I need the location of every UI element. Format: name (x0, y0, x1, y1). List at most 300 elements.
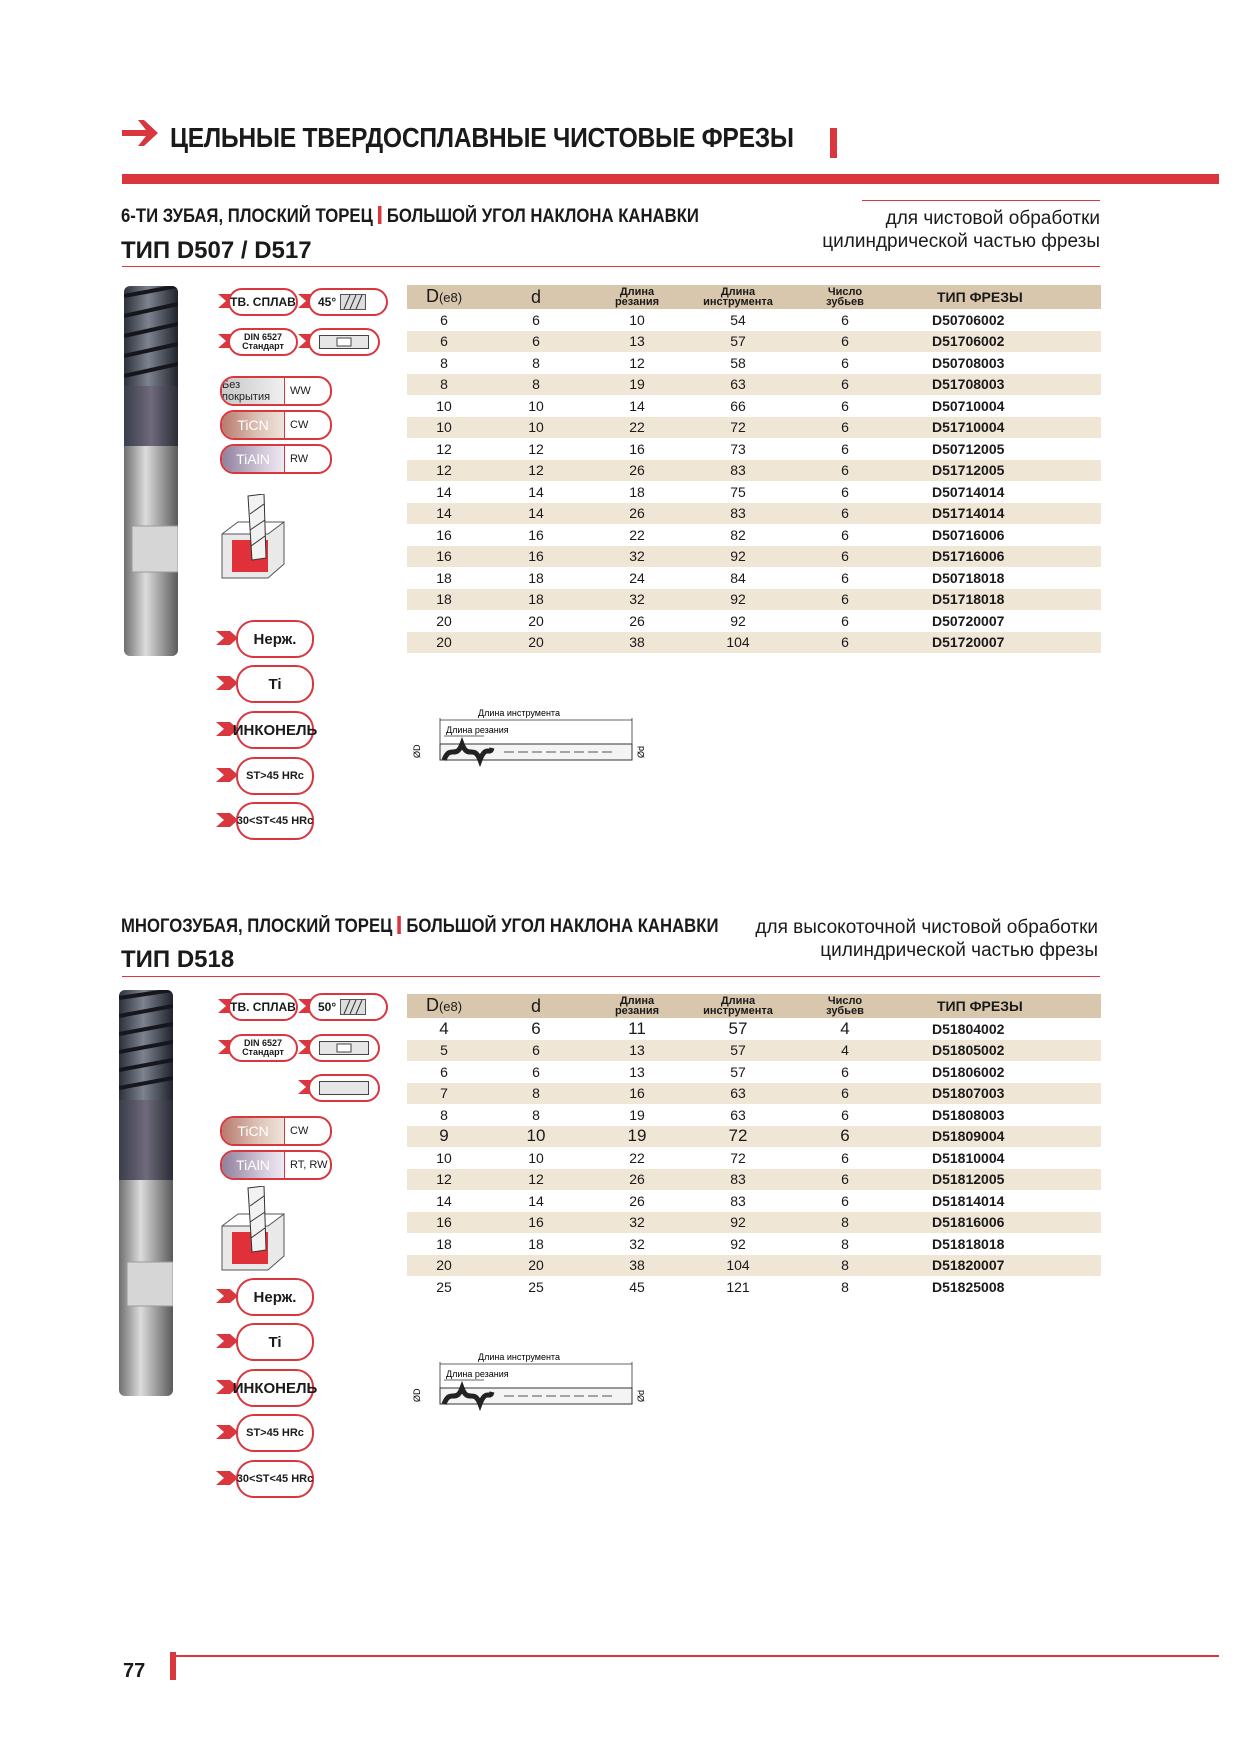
material-stainless: Нерж. (236, 1278, 314, 1316)
tool-code-cell: D51718018 (897, 589, 1101, 611)
table-cell: 8 (793, 1255, 897, 1277)
drawing-tool-length: Длина инструмента (478, 1352, 560, 1362)
page-title: ЦЕЛЬНЫЕ ТВЕРДОСПЛАВНЫЕ ЧИСТОВЫЕ ФРЕЗЫ (170, 122, 794, 153)
coating-code: CW (284, 1118, 330, 1144)
coating-tialn (220, 1150, 332, 1180)
table-cell: 73 (683, 438, 793, 460)
table-row (407, 481, 1101, 503)
table-cell: 16 (481, 524, 591, 546)
tool-code-cell: D50706002 (897, 309, 1101, 331)
heading-separator (378, 206, 382, 224)
table-cell: 14 (481, 481, 591, 503)
footer-rule (176, 1655, 1219, 1657)
table-cell: 8 (793, 1233, 897, 1255)
spec-table-1 (407, 285, 1101, 653)
table-cell: 26 (591, 1169, 683, 1191)
tool-code-cell: D50710004 (897, 395, 1101, 417)
table-cell: 6 (793, 610, 897, 632)
table-cell: 20 (481, 632, 591, 654)
section2-heading-right: БОЛЬШОЙ УГОЛ НАКЛОНА КАНАВКИ (406, 916, 719, 937)
tool-code-cell: D51708003 (897, 374, 1101, 396)
table-cell: 16 (481, 546, 591, 568)
table-cell: 13 (591, 331, 683, 353)
table-cell: 6 (793, 632, 897, 654)
section2-type: ТИП D518 (121, 946, 235, 973)
coating-code: WW (284, 378, 330, 404)
drawing-D: ØD (412, 1388, 422, 1402)
table-cell: 32 (591, 1212, 683, 1234)
table-cell: 72 (683, 417, 793, 439)
tool-dimension-drawing (404, 704, 654, 774)
header-rule (122, 174, 1219, 184)
din-badge (228, 328, 298, 356)
table-row (407, 1169, 1101, 1191)
table-cell: 6 (481, 1061, 591, 1083)
tool-code-cell: D51706002 (897, 331, 1101, 353)
tool-code-cell: D51808003 (897, 1104, 1101, 1126)
title-arrow-icon (120, 116, 162, 150)
drawing-D: ØD (412, 744, 422, 758)
material-medium-steel: 30<ST<45 HRc (236, 802, 314, 840)
din-standard: DIN 6527 (243, 1038, 283, 1048)
material-badge: ТВ. СПЛАВ (228, 993, 298, 1021)
coating-uncoated (220, 376, 332, 406)
din-standard-label: Стандарт (242, 341, 284, 351)
tool-code-cell: D51804002 (897, 1018, 1101, 1040)
table-cell: 92 (683, 610, 793, 632)
table-cell: 32 (591, 546, 683, 568)
tool-code-cell: D51720007 (897, 632, 1101, 654)
table-row (407, 1233, 1101, 1255)
table-cell: 5 (407, 1040, 481, 1062)
table-cell: 32 (591, 1233, 683, 1255)
table-cell: 22 (591, 417, 683, 439)
table-cell: 14 (407, 481, 481, 503)
table-cell: 12 (407, 438, 481, 460)
table-cell: 38 (591, 1255, 683, 1277)
material-inconel: ИНКОНЕЛЬ (236, 1369, 314, 1407)
table-cell: 72 (683, 1126, 793, 1148)
table-cell: 8 (481, 374, 591, 396)
table-cell: 13 (591, 1040, 683, 1062)
material-medium-steel: 30<ST<45 HRc (236, 1460, 314, 1498)
table-cell: 6 (793, 524, 897, 546)
section1-purpose-line1: для чистовой обработки (885, 208, 1100, 229)
table-row (407, 331, 1101, 353)
tool-code-cell: D51812005 (897, 1169, 1101, 1191)
red-chevron-icon (216, 813, 238, 827)
title-accent-bar (830, 128, 837, 158)
table-cell: 63 (683, 1083, 793, 1105)
table-cell: 10 (407, 395, 481, 417)
table-cell: 6 (793, 567, 897, 589)
table-cell: 18 (407, 567, 481, 589)
table-cell: 12 (407, 1169, 481, 1191)
table-cell: 57 (683, 331, 793, 353)
section1-purpose-line2: цилиндрической частью фрезы (822, 231, 1100, 252)
tool-code-cell: D51825008 (897, 1276, 1101, 1298)
table-cell: 6 (793, 438, 897, 460)
table-cell: 12 (481, 438, 591, 460)
table-cell: 83 (683, 1190, 793, 1212)
coating-name: Без покрытия (222, 378, 284, 404)
table-cell: 8 (407, 1104, 481, 1126)
table-cell: 6 (793, 374, 897, 396)
coating-name: TiAlN (222, 1152, 284, 1178)
section2-purpose-line2: цилиндрической частью фрезы (820, 940, 1098, 961)
table-cell: 82 (683, 524, 793, 546)
red-chevron-icon (216, 631, 238, 645)
col-teeth: Число зубьев (793, 994, 897, 1018)
shank-badge (308, 1034, 380, 1062)
table-cell: 4 (793, 1040, 897, 1062)
col-type: ТИП ФРЕЗЫ (897, 994, 1101, 1018)
table-cell: 18 (481, 567, 591, 589)
table-cell: 12 (591, 352, 683, 374)
table-cell: 6 (793, 589, 897, 611)
coating-code: RT, RW (284, 1152, 330, 1178)
table-cell: 66 (683, 395, 793, 417)
milling-operation-icon (218, 1186, 290, 1272)
table-cell: 12 (481, 460, 591, 482)
table-row (407, 1276, 1101, 1298)
red-chevron-icon (216, 1334, 238, 1348)
table-cell: 13 (591, 1061, 683, 1083)
table-cell: 7 (407, 1083, 481, 1105)
table-cell: 16 (407, 524, 481, 546)
table-cell: 6 (793, 546, 897, 568)
table-cell: 16 (481, 1212, 591, 1234)
din-standard: DIN 6527 (243, 332, 283, 342)
material-inconel: ИНКОНЕЛЬ (236, 711, 314, 749)
coating-name: TiAlN (222, 446, 284, 472)
table-cell: 10 (407, 1147, 481, 1169)
table-cell: 63 (683, 374, 793, 396)
end-mill-image (119, 990, 173, 1396)
table-cell: 16 (407, 1212, 481, 1234)
table-cell: 45 (591, 1276, 683, 1298)
table-cell: 92 (683, 589, 793, 611)
table-cell: 25 (481, 1276, 591, 1298)
table-row (407, 610, 1101, 632)
table-row (407, 1104, 1101, 1126)
col-total-length: Длина инструмента (683, 285, 793, 309)
table-cell: 8 (481, 1104, 591, 1126)
table-cell: 18 (407, 1233, 481, 1255)
table-row (407, 460, 1101, 482)
tool-code-cell: D50708003 (897, 352, 1101, 374)
tool-code-cell: D51710004 (897, 417, 1101, 439)
table-row (407, 1040, 1101, 1062)
helix-angle-badge (308, 288, 388, 316)
table-cell: 6 (793, 1126, 897, 1148)
table-header (407, 994, 1101, 1018)
col-total-length: Длина инструмента (683, 994, 793, 1018)
tool-code-cell: D50712005 (897, 438, 1101, 460)
drawing-cut-length: Длина резания (446, 725, 509, 735)
table-cell: 10 (481, 1126, 591, 1148)
section2-heading-left: МНОГОЗУБАЯ, ПЛОСКИЙ ТОРЕЦ (121, 916, 393, 937)
table-cell: 63 (683, 1104, 793, 1126)
table-cell: 6 (793, 460, 897, 482)
section1-heading-left: 6-ТИ ЗУБАЯ, ПЛОСКИЙ ТОРЕЦ (121, 206, 373, 227)
tool-dimension-drawing (404, 1348, 654, 1418)
table-cell: 6 (793, 417, 897, 439)
section1-purpose (740, 207, 1100, 253)
helix-angle-value: 45° (318, 295, 337, 309)
tool-code-cell: D50720007 (897, 610, 1101, 632)
table-cell: 8 (481, 1083, 591, 1105)
table-row (407, 1190, 1101, 1212)
shank-icon (319, 1041, 369, 1055)
table-row (407, 567, 1101, 589)
table-cell: 24 (591, 567, 683, 589)
table-row (407, 524, 1101, 546)
table-cell: 14 (481, 503, 591, 525)
table-cell: 20 (407, 1255, 481, 1277)
table-cell: 6 (407, 1061, 481, 1083)
table-cell: 10 (481, 1147, 591, 1169)
coating-ticn (220, 410, 332, 440)
table-row (407, 438, 1101, 460)
table-cell: 38 (591, 632, 683, 654)
table-cell: 84 (683, 567, 793, 589)
table-cell: 6 (481, 1018, 591, 1040)
coating-ticn (220, 1116, 332, 1146)
table-cell: 10 (481, 395, 591, 417)
coating-name: TiCN (222, 412, 284, 438)
col-teeth: Число зубьев (793, 285, 897, 309)
table-cell: 4 (793, 1018, 897, 1040)
red-chevron-icon (216, 1289, 238, 1303)
table-row (407, 395, 1101, 417)
red-chevron-icon (216, 768, 238, 782)
table-row (407, 589, 1101, 611)
tool-code-cell: D51820007 (897, 1255, 1101, 1277)
tool-code-cell: D51712005 (897, 460, 1101, 482)
table-cell: 10 (481, 417, 591, 439)
helix-angle-value: 50° (318, 1000, 337, 1014)
tool-code-cell: D51805002 (897, 1040, 1101, 1062)
tool-code-cell: D51806002 (897, 1061, 1101, 1083)
col-type: ТИП ФРЕЗЫ (897, 285, 1101, 309)
table-cell: 26 (591, 460, 683, 482)
table-cell: 9 (407, 1126, 481, 1148)
table-cell: 11 (591, 1018, 683, 1040)
section1-type: ТИП D507 / D517 (121, 237, 312, 264)
table-cell: 22 (591, 1147, 683, 1169)
din-standard-label: Стандарт (242, 1047, 284, 1057)
col-cut-length: Длина резания (591, 994, 683, 1018)
table-cell: 92 (683, 1212, 793, 1234)
table-cell: 19 (591, 374, 683, 396)
table-cell: 8 (407, 374, 481, 396)
table-cell: 4 (407, 1018, 481, 1040)
section2-purpose-line1: для высокоточной чистовой обработки (755, 917, 1098, 938)
table-cell: 26 (591, 610, 683, 632)
table-cell: 121 (683, 1276, 793, 1298)
coating-code: CW (284, 412, 330, 438)
table-cell: 14 (407, 503, 481, 525)
material-hard-steel: ST>45 HRc (236, 757, 314, 795)
table-row (407, 1147, 1101, 1169)
coating-code: RW (284, 446, 330, 472)
tool-code-cell: D51809004 (897, 1126, 1101, 1148)
table-cell: 10 (591, 309, 683, 331)
material-badge: ТВ. СПЛАВ (228, 288, 298, 316)
section2-rule-bottom (122, 976, 1100, 977)
table-cell: 8 (793, 1212, 897, 1234)
table-cell: 14 (481, 1190, 591, 1212)
table-cell: 75 (683, 481, 793, 503)
table-cell: 104 (683, 632, 793, 654)
table-row (407, 1061, 1101, 1083)
table-cell: 83 (683, 460, 793, 482)
table-cell: 83 (683, 1169, 793, 1191)
table-cell: 6 (793, 481, 897, 503)
din-badge (228, 1034, 298, 1062)
drawing-cut-length: Длина резания (446, 1369, 509, 1379)
table-cell: 6 (793, 352, 897, 374)
table-row (407, 352, 1101, 374)
page-number: 77 (123, 1660, 146, 1682)
tool-code-cell: D50718018 (897, 567, 1101, 589)
cylindrical-shank-icon (319, 1081, 369, 1095)
tool-code-cell: D51816006 (897, 1212, 1101, 1234)
table-cell: 6 (481, 309, 591, 331)
table-row (407, 374, 1101, 396)
table-cell: 6 (407, 331, 481, 353)
table-cell: 8 (407, 352, 481, 374)
drawing-d: Ød (636, 1389, 646, 1402)
table-cell: 16 (591, 1083, 683, 1105)
table-cell: 18 (407, 589, 481, 611)
table-cell: 6 (793, 331, 897, 353)
table-row (407, 1212, 1101, 1234)
table-cell: 6 (793, 1190, 897, 1212)
table-cell: 18 (481, 589, 591, 611)
table-cell: 6 (793, 1083, 897, 1105)
table-cell: 6 (793, 1061, 897, 1083)
table-cell: 14 (407, 1190, 481, 1212)
table-cell: 57 (683, 1018, 793, 1040)
section1-heading (121, 206, 699, 228)
shank-plain-badge (308, 1074, 380, 1102)
table-cell: 22 (591, 524, 683, 546)
end-mill-image (124, 286, 178, 656)
table-cell: 83 (683, 503, 793, 525)
tool-code-cell: D51814014 (897, 1190, 1101, 1212)
col-D: D(e8) (407, 285, 481, 309)
table-cell: 18 (481, 1233, 591, 1255)
table-cell: 6 (407, 309, 481, 331)
table-cell: 6 (793, 1169, 897, 1191)
table-cell: 72 (683, 1147, 793, 1169)
table-cell: 20 (407, 610, 481, 632)
table-cell: 6 (481, 331, 591, 353)
tool-code-cell: D51716006 (897, 546, 1101, 568)
tool-code-cell: D50716006 (897, 524, 1101, 546)
table-cell: 19 (591, 1126, 683, 1148)
table-cell: 92 (683, 1233, 793, 1255)
table-cell: 20 (481, 1255, 591, 1277)
col-d: d (481, 285, 591, 309)
drawing-d: Ød (636, 745, 646, 758)
milling-operation-icon (218, 494, 290, 580)
red-chevron-icon (216, 1471, 238, 1485)
table-cell: 14 (591, 395, 683, 417)
table-row (407, 1126, 1101, 1148)
tool-code-cell: D51818018 (897, 1233, 1101, 1255)
heading-separator (398, 916, 402, 934)
helix-icon (340, 294, 366, 310)
tool-code-cell: D51714014 (897, 503, 1101, 525)
table-row (407, 546, 1101, 568)
table-cell: 54 (683, 309, 793, 331)
tool-code-cell: D51807003 (897, 1083, 1101, 1105)
col-cut-length: Длина резания (591, 285, 683, 309)
spec-table-2 (407, 994, 1101, 1298)
material-hard-steel: ST>45 HRc (236, 1414, 314, 1452)
table-row (407, 1083, 1101, 1105)
coating-name: TiCN (222, 1118, 284, 1144)
table-cell: 10 (407, 417, 481, 439)
table-cell: 20 (481, 610, 591, 632)
table-row (407, 632, 1101, 654)
col-D: D(e8) (407, 994, 481, 1018)
table-cell: 6 (793, 395, 897, 417)
shank-badge (308, 328, 380, 356)
section1-rule-bottom (122, 266, 1100, 267)
table-cell: 18 (591, 481, 683, 503)
table-cell: 25 (407, 1276, 481, 1298)
table-cell: 12 (407, 460, 481, 482)
tool-code-cell: D51810004 (897, 1147, 1101, 1169)
table-cell: 57 (683, 1061, 793, 1083)
section2-purpose (700, 916, 1098, 962)
red-chevron-icon (216, 1425, 238, 1439)
col-d: d (481, 994, 591, 1018)
table-row (407, 503, 1101, 525)
table-cell: 57 (683, 1040, 793, 1062)
table-row (407, 309, 1101, 331)
table-row (407, 1255, 1101, 1277)
table-cell: 8 (793, 1276, 897, 1298)
table-cell: 6 (793, 1147, 897, 1169)
section1-rule-top (862, 200, 1100, 201)
tool-code-cell: D50714014 (897, 481, 1101, 503)
table-cell: 6 (793, 309, 897, 331)
table-cell: 58 (683, 352, 793, 374)
table-cell: 20 (407, 632, 481, 654)
table-cell: 32 (591, 589, 683, 611)
red-chevron-icon (216, 676, 238, 690)
table-cell: 16 (407, 546, 481, 568)
table-cell: 8 (481, 352, 591, 374)
helix-icon (340, 999, 366, 1015)
table-cell: 104 (683, 1255, 793, 1277)
table-row (407, 417, 1101, 439)
section2-heading (121, 916, 718, 938)
shank-icon (319, 335, 369, 349)
table-cell: 12 (481, 1169, 591, 1191)
table-cell: 26 (591, 503, 683, 525)
table-row (407, 1018, 1101, 1040)
table-cell: 26 (591, 1190, 683, 1212)
table-cell: 92 (683, 546, 793, 568)
table-cell: 6 (793, 503, 897, 525)
coating-tialn (220, 444, 332, 474)
